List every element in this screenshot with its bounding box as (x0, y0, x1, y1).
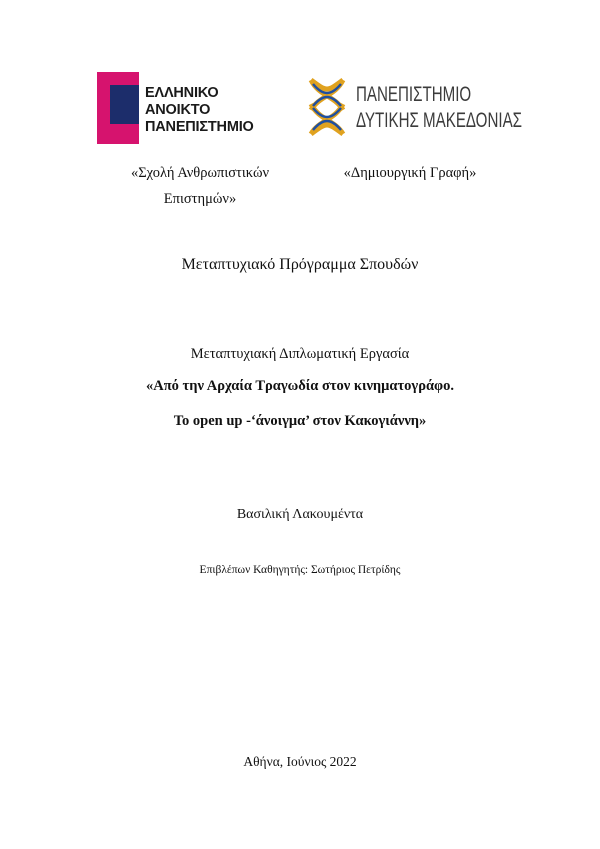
author-name: Βασιλική Λακουμέντα (236, 507, 364, 522)
uowm-emblem-icon (305, 76, 349, 138)
thesis-type: Μεταπτυχιακή Διπλωματική Εργασία (190, 346, 410, 362)
thesis-title-line-2: Το open up -‘άνοιγμα’ στον Κακογιάννη» (173, 413, 427, 429)
uowm-line-2: ΔΥΤΙΚΗΣ ΜΑΚΕΔΟΝΙΑΣ (356, 109, 523, 132)
uowm-wordmark (356, 82, 522, 134)
eap-wordmark (145, 85, 254, 136)
school-name (100, 160, 300, 212)
program-name: «Δημιουργική Γραφή» (343, 165, 477, 181)
supervisor: Επιβλέπων Καθηγητής: Σωτήριος Πετρίδης (199, 564, 401, 576)
eap-line-1: ΕΛΛΗΝΙΚΟ (145, 85, 219, 101)
eap-line-2: ΑΝΟΙΚΤΟ (145, 102, 211, 118)
school-line-1: «Σχολή Ανθρωπιστικών (130, 165, 270, 181)
eap-line-3: ΠΑΝΕΠΙΣΤΗΜΙΟ (145, 119, 254, 135)
thesis-title-line-1: «Από την Αρχαία Τραγωδία στον κινηματογράφο. (146, 378, 454, 394)
uowm-line-1: ΠΑΝΕΠΙΣΤΗΜΙΟ (356, 83, 472, 106)
place-date: Αθήνα, Ιούνιος 2022 (243, 754, 357, 769)
school-line-2: Επιστημών» (163, 191, 237, 207)
eap-emblem-icon (97, 72, 139, 144)
hellenic-open-university-logo (97, 72, 287, 144)
university-western-macedonia-logo (305, 72, 523, 142)
masters-program-heading: Μεταπτυχιακό Πρόγραμμα Σπουδών (181, 256, 419, 273)
